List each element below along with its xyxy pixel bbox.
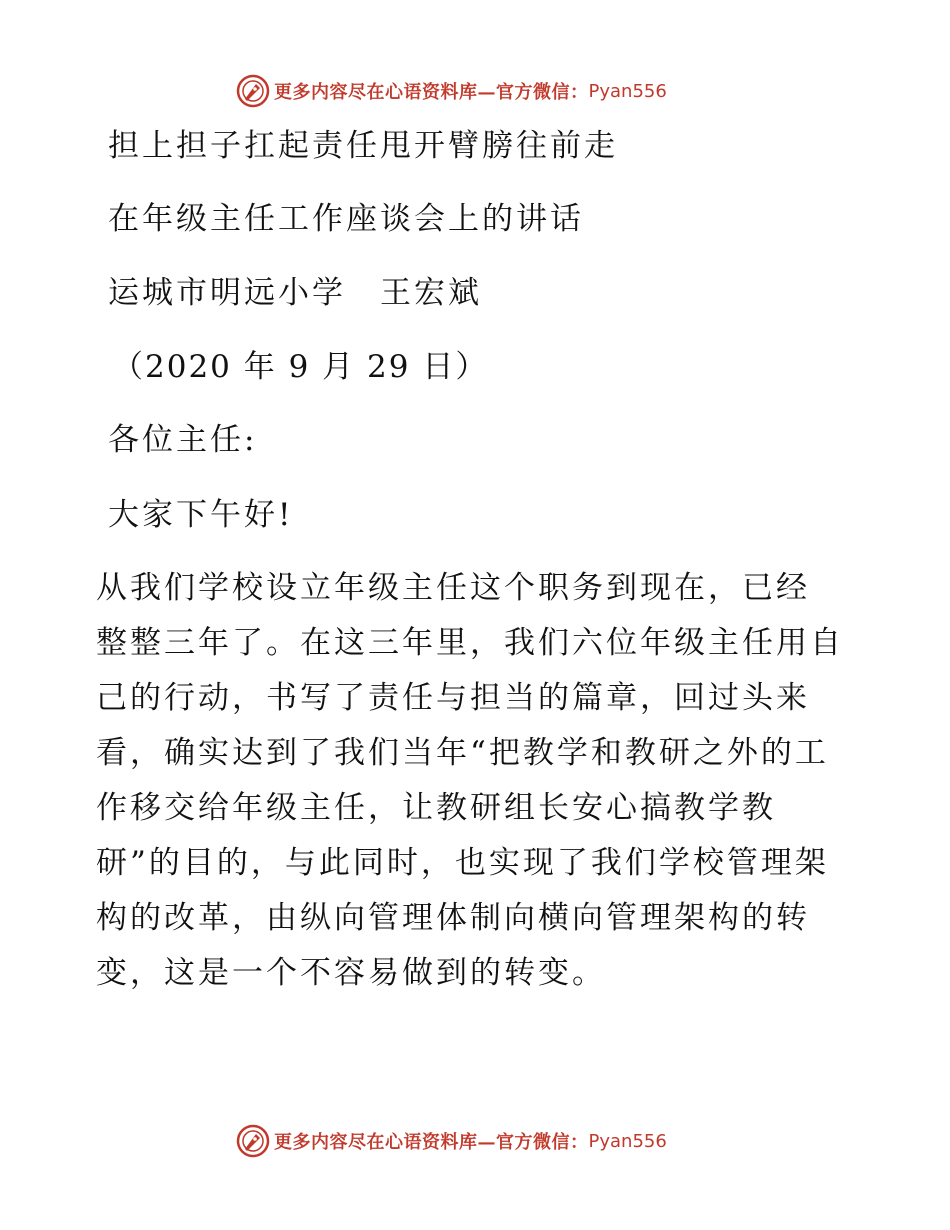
paragraph-line: 构的改革，由纵向管理体制向横向管理架构的转 [96, 900, 810, 936]
watermark-wechat-id: Pyan556 [588, 80, 667, 102]
paragraph-line: 研”的目的，与此同时，也实现了我们学校管理架 [96, 845, 829, 881]
watermark-wechat-id: Pyan556 [588, 1130, 667, 1152]
document-title: 担上担子扛起责任甩开臂膀往前走 [108, 128, 618, 164]
document-date: （2020 年 9 月 29 日） [112, 349, 489, 385]
paragraph-line: 作移交给年级主任，让教研组长安心搞教学教 [96, 790, 776, 826]
document-author: 运城市明远小学 王宏斌 [108, 275, 482, 311]
paragraph-line: 整整三年了。在这三年里，我们六位年级主任用自 [96, 625, 844, 661]
watermark-text: 更多内容尽在心语资料库—官方微信： [274, 82, 589, 103]
paragraph-line: 己的行动，书写了责任与担当的篇章，回过头来 [96, 680, 810, 716]
watermark-text: 更多内容尽在心语资料库—官方微信： [274, 1132, 589, 1153]
greeting: 大家下午好! [108, 497, 294, 533]
paragraph-line: 从我们学校设立年级主任这个职务到现在，已经 [96, 570, 810, 606]
pen-nib-logo-icon [236, 74, 270, 108]
watermark-header [236, 74, 667, 108]
salutation: 各位主任: [108, 422, 258, 458]
paragraph-line: 变，这是一个不容易做到的转变。 [96, 955, 606, 991]
pen-nib-logo-icon [236, 1124, 270, 1158]
paragraph-line: 看，确实达到了我们当年“把教学和教研之外的工 [96, 735, 829, 771]
watermark-footer [236, 1124, 667, 1158]
document-subtitle: 在年级主任工作座谈会上的讲话 [108, 201, 584, 237]
body-paragraph [96, 570, 856, 1010]
